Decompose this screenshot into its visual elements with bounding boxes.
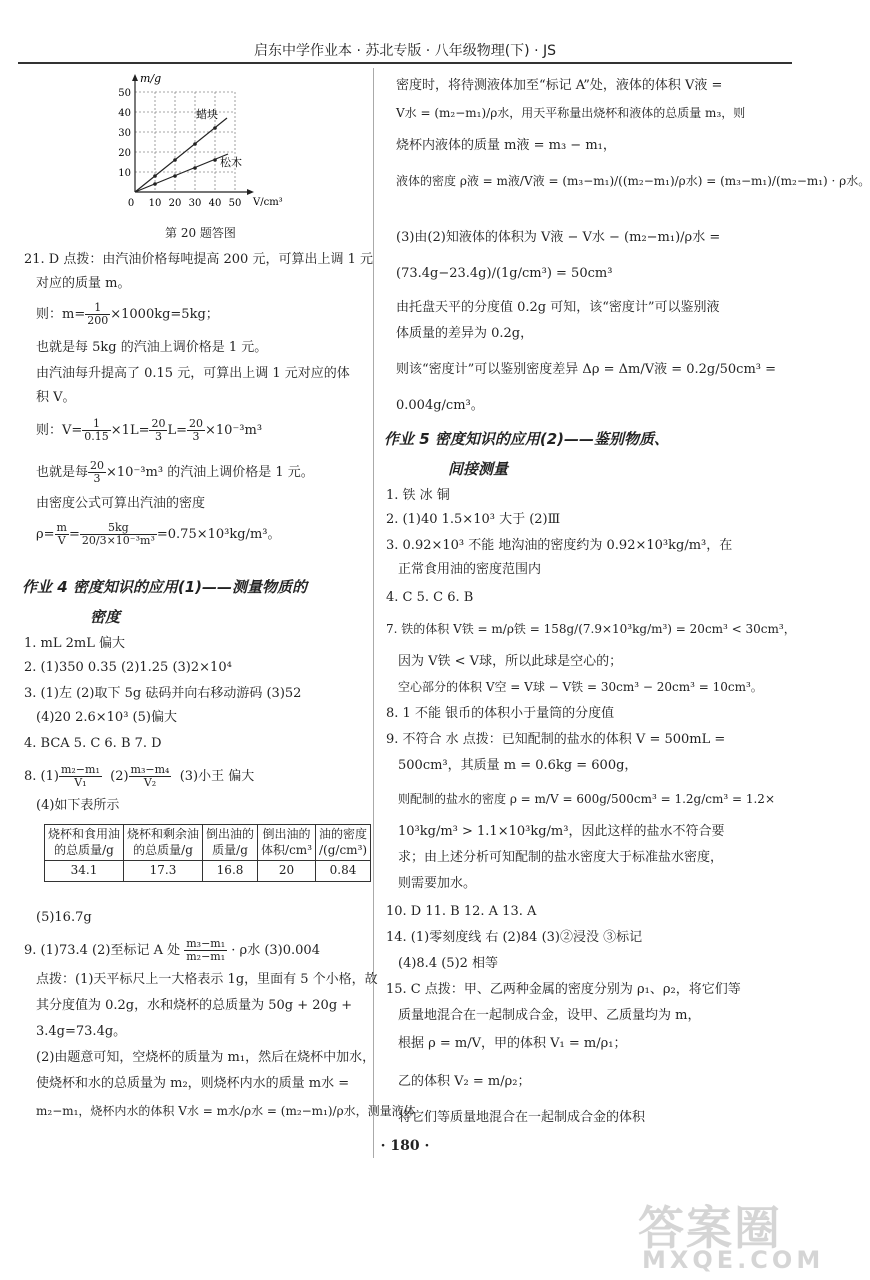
b-answer-9c: 则配制的盐水的密度 ρ = m/V = 600g/500cm³ = 1.2g/cm³ = 1.2×	[398, 792, 775, 806]
answer-9-note1: 点拨：(1)天平标尺上一大格表示 1g，里面有 5 个小格，故	[36, 972, 378, 987]
answer-3: 3. (1)左 (2)取下 5g 砝码并向右移动游码 (3)52	[24, 686, 302, 701]
table-header: 倒出油的 质量/g	[203, 825, 258, 861]
r-line5: (3)由(2)知液体的体积为 V液 − V水 − (m₂−m₁)/ρ水 =	[396, 230, 721, 245]
table-row	[45, 861, 371, 882]
x-tick: 0	[127, 198, 135, 209]
x-tick: 40	[208, 198, 222, 209]
answer-9-note4: (2)由题意可知，空烧杯的质量为 m₁，然后在烧杯中加水，	[36, 1050, 376, 1065]
table-header: 烧杯和剩余油 的总质量/g	[124, 825, 203, 861]
table-cell: 20	[258, 861, 316, 882]
x-tick: 50	[228, 198, 242, 209]
r-line1: 密度时，将待测液体加至“标记 A”处，液体的体积 V液 =	[396, 78, 723, 93]
wax-line	[135, 118, 227, 192]
b-answer-15e: 将它们等质量地混合在一起制成合金的体积	[398, 1110, 646, 1125]
r-line2: V水 = (m₂−m₁)/ρ水，用天平称量出烧杯和液体的总质量 m₃，则	[396, 106, 746, 120]
x-tick: 10	[148, 198, 162, 209]
table-cell: 17.3	[124, 861, 203, 882]
b-answer-9: 9. 不符合 水 点拨：已知配制的盐水的体积 V = 500mL =	[386, 732, 726, 747]
watermark-url: MXQE.COM	[642, 1246, 825, 1274]
section5-title-cont: 间接测量	[448, 460, 509, 478]
x-tick: 20	[168, 198, 182, 209]
answer-9-note6: m₂−m₁，烧杯内水的体积 V水 = m水/ρ水 = (m₂−m₁)/ρ水，测量液体	[36, 1104, 416, 1118]
answer-2: 2. (1)350 0.35 (2)1.25 (3)2×10⁴	[24, 660, 232, 675]
y-tick: 50	[118, 88, 131, 99]
answer-8d: (4)如下表所示	[36, 798, 120, 813]
y-tick: 40	[118, 108, 131, 119]
pine-label: 松木	[220, 156, 242, 169]
q21-line8: 也就是每 $\frac{20}{3}$ ×10⁻³m³ 的汽油上调价格是 1 元。	[36, 459, 314, 486]
table-header: 烧杯和食用油 的总质量/g	[45, 825, 124, 861]
r-line8: 体质量的差异为 0.2g，	[396, 326, 534, 341]
table-cell: 16.8	[203, 861, 258, 882]
watermark-logo-text: 答案圈	[638, 1201, 782, 1255]
b-answer-3: 3. 0.92×10³ 不能 地沟油的密度约为 0.92×10³kg/m³，在	[386, 538, 733, 553]
b-answer-14: 14. (1)零刻度线 右 (2)84 (3)②浸没 ③标记	[386, 930, 643, 945]
r-line6: (73.4g−23.4g)/(1g/cm³) = 50cm³	[396, 266, 613, 281]
mass-volume-graph	[110, 72, 300, 222]
b-answer-15: 15. C 点拨：甲、乙两种金属的密度分别为 ρ₁、ρ₂，将它们等	[386, 982, 741, 997]
watermark	[628, 1192, 825, 1274]
b-answer-10-13: 10. D 11. B 12. A 13. A	[386, 904, 537, 919]
header-rule	[18, 62, 792, 64]
r-line3: 烧杯内液体的质量 m液 = m₃ − m₁，	[396, 138, 616, 153]
b-answer-9d: 10³kg/m³ > 1.1×10³kg/m³，因此这样的盐水不符合要	[398, 824, 725, 839]
answer-9-note2: 其分度值为 0.2g，水和烧杯的总质量为 50g + 20g +	[36, 998, 353, 1013]
table-header: 油的密度 /(g/cm³)	[316, 825, 371, 861]
section5-title: 作业 5 密度知识的应用(2)——鉴别物质、	[384, 430, 670, 448]
b-answer-2: 2. (1)40 1.5×10³ 大于 (2)Ⅲ	[386, 512, 561, 527]
column-divider	[373, 68, 374, 1158]
page-header: 启东中学作业本 · 苏北专版 · 八年级物理(下) · JS	[254, 43, 556, 59]
answer-9-note3: 3.4g=73.4g。	[36, 1024, 127, 1039]
answer-1: 1. mL 2mL 偏大	[24, 636, 125, 651]
r-line4: 液体的密度 ρ液 = m液/V液 = (m₃−m₁)/((m₂−m₁)/ρ水) = (m₃−m₁)/(m₂−m₁) · ρ水。	[396, 174, 870, 188]
data-table	[44, 824, 371, 882]
answer-9-note5: 使烧杯和水的总质量为 m₂，则烧杯内水的质量 m水 =	[36, 1076, 350, 1091]
answer-8e: (5)16.7g	[36, 910, 92, 925]
b-answer-7b: 因为 V铁 < V球，所以此球是空心的；	[398, 654, 623, 669]
q21-line7: 则：V= $\frac{1}{0.15}$ ×1L= $\frac{20}{3}$ L= $\frac{20}{3}$ ×10⁻³m³	[36, 417, 263, 444]
b-answer-15b: 质量地混合在一起制成合金，设甲、乙质量均为 m，	[398, 1008, 701, 1023]
x-label: V/cm³	[253, 197, 283, 208]
x-tick: 30	[188, 198, 202, 209]
wax-label: 蜡块	[196, 108, 218, 121]
grid	[135, 92, 235, 192]
r-line9: 则该“密度计”可以鉴别密度差异 Δρ = Δm/V液 = 0.2g/50cm³ =	[396, 362, 777, 377]
q21-line3: 则：m= $\frac{1}{200}$ ×1000kg=5kg；	[36, 301, 219, 328]
b-answer-4-6: 4. C 5. C 6. B	[386, 590, 474, 605]
page-number: · 180 ·	[380, 1138, 430, 1154]
b-answer-9f: 则需要加水。	[398, 876, 477, 891]
b-answer-8: 8. 1 不能 银币的体积小于量筒的分度值	[386, 706, 615, 721]
section4-title-cont: 密度	[90, 608, 121, 626]
b-answer-9b: 500cm³，其质量 m = 0.6kg = 600g，	[398, 758, 638, 773]
r-line10: 0.004g/cm³。	[396, 398, 484, 413]
q21-line10: ρ= $\frac{m}{V}$ = $\frac{5kg}{\text{20/3×10⁻³m³}}$ =0.75×10³kg/m³。	[36, 521, 281, 548]
q21-line4: 也就是每 5kg 的汽油上调价格是 1 元。	[36, 340, 268, 355]
q21-line6: 积 V。	[36, 390, 76, 405]
table-header: 倒出油的 体积/cm³	[258, 825, 316, 861]
b-answer-15d: 乙的体积 V₂ = m/ρ₂；	[398, 1074, 531, 1089]
table-header-row	[45, 825, 371, 861]
b-answer-14b: (4)8.4 (5)2 相等	[398, 956, 499, 971]
b-answer-3b: 正常食用油的密度范围内	[398, 562, 542, 577]
q21-line9: 由密度公式可算出汽油的密度	[36, 496, 206, 511]
y-tick: 30	[118, 128, 131, 139]
q21-line5: 由汽油每升提高了 0.15 元，可算出上调 1 元对应的体	[36, 366, 350, 381]
b-answer-1: 1. 铁 冰 铜	[386, 488, 450, 503]
table-cell: 34.1	[45, 861, 124, 882]
figure-caption: 第 20 题答图	[165, 226, 236, 240]
answer-8: 8. (1) $\frac{\text{m₂−m₁}}{\text{V₁}}$ (2) $\frac{\text{m₃−m₄}}{\text{V₂}}$ (3)小王 偏大	[24, 763, 255, 790]
b-answer-7: 7. 铁的体积 V铁 = m/ρ铁 = 158g/(7.9×10³kg/m³) = 20cm³ < 30cm³，	[386, 622, 796, 636]
table-cell: 0.84	[316, 861, 371, 882]
y-label: m/g	[140, 72, 162, 85]
answer-4-7: 4. BCA 5. C 6. B 7. D	[24, 736, 162, 751]
answer-3b: (4)20 2.6×10³ (5)偏大	[36, 710, 177, 725]
b-answer-15c: 根据 ρ = m/V，甲的体积 V₁ = m/ρ₁；	[398, 1036, 627, 1051]
q21-line1: 21. D 点拨：由汽油价格每吨提高 200 元，可算出上调 1 元	[24, 252, 373, 267]
y-tick: 10	[118, 168, 131, 179]
section4-title: 作业 4 密度知识的应用(1)——测量物质的	[22, 578, 308, 596]
r-line7: 由托盘天平的分度值 0.2g 可知，该“密度计”可以鉴别液	[396, 300, 720, 315]
q21-line2: 对应的质量 m。	[36, 276, 131, 291]
b-answer-7c: 空心部分的体积 V空 = V球 − V铁 = 30cm³ − 20cm³ = 10cm³。	[398, 680, 763, 694]
y-tick: 20	[118, 148, 131, 159]
b-answer-9e: 求；由上述分析可知配制的盐水密度大于标准盐水密度，	[398, 850, 724, 865]
answer-9: 9. (1)73.4 (2)至标记 A 处 $\frac{\text{m₃−m₁}}{\text{m₂−m₁}}$ · ρ水 (3)0.004	[24, 937, 320, 964]
